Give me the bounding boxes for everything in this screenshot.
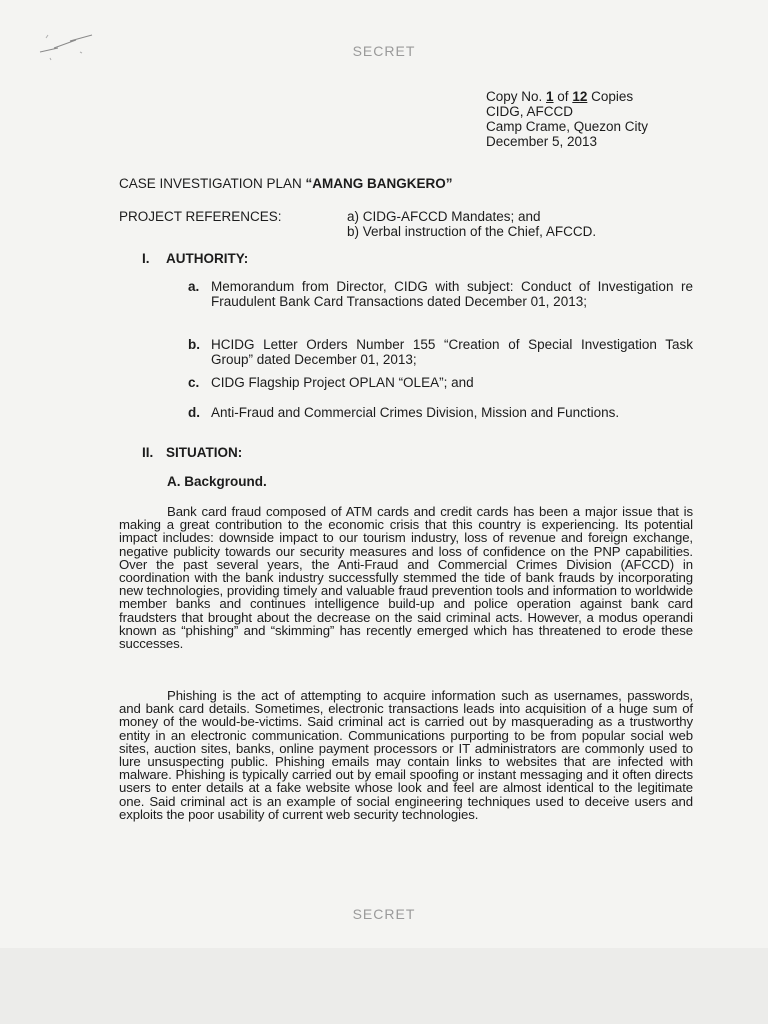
plan-title <box>119 176 453 191</box>
project-references-label: PROJECT REFERENCES: <box>119 209 282 224</box>
list-marker: c. <box>188 375 200 390</box>
copy-of: of <box>553 89 573 104</box>
project-references-list <box>347 209 596 239</box>
authority-text: CIDG Flagship Project OPLAN “OLEA”; and <box>211 375 474 390</box>
authority-item-a <box>188 279 693 309</box>
subsection-heading-background: A. Background. <box>167 474 267 489</box>
plan-title-prefix: CASE INVESTIGATION PLAN <box>119 176 306 191</box>
copy-number: 1 <box>546 89 554 104</box>
authority-item-b <box>188 337 693 367</box>
plan-code-name: “AMANG BANGKERO” <box>305 176 453 191</box>
total-copies: 12 <box>572 89 588 104</box>
issuing-unit: CIDG, AFCCD <box>486 104 574 119</box>
list-marker: b. <box>188 337 200 352</box>
classification-marking-bottom: SECRET <box>352 906 416 922</box>
section-number: II. <box>142 445 154 460</box>
authority-item-c <box>188 375 693 390</box>
copy-prefix: Copy No. <box>486 89 547 104</box>
authority-text: HCIDG Letter Orders Number 155 “Creation of Special Investigation Task Group” dated December 01, 2013; <box>211 337 693 367</box>
section-number: I. <box>142 251 150 266</box>
list-marker: a. <box>188 279 200 294</box>
list-marker: d. <box>188 405 200 420</box>
section-heading-situation <box>142 445 242 460</box>
section-title: SITUATION: <box>166 445 243 460</box>
document-date: December 5, 2013 <box>486 134 598 149</box>
section-title: AUTHORITY: <box>166 251 249 266</box>
project-reference-item: b) Verbal instruction of the Chief, AFCCD. <box>347 224 597 239</box>
background-paragraph: Bank card fraud composed of ATM cards and credit cards has been a major issue that is making a great contribution to the economic crisis that this country is experiencing. Its potential impact includes: downside impact to our tourism industry, loss of revenue and foreign exchange, negative publicity towards our security measures and loss of confidence on the PNP capabilities. Over the past several years, the Anti-Fraud and Commercial Crimes Division (AFCCD) in coordination with the bank industry successfully stemmed the tide of bank frauds by incorporating new technologies, providing timely and valuable fraud prevention tools and information to worldwide member banks and continues intelligence build-up and police operation against bank card fraudsters that brought about the decrease on the said criminal acts. However, a modus operandi known as “phishing” and “skimming” has recently emerged which has threatened to erode these successes. <box>119 504 693 652</box>
scan-bottom-margin <box>0 948 768 1024</box>
section-heading-authority <box>142 251 248 266</box>
authority-text: Memorandum from Director, CIDG with subject: Conduct of Investigation re Fraudulent Bank Card Transactions dated December 01, 2013; <box>211 279 693 309</box>
authority-item-d <box>188 405 693 420</box>
issuing-location: Camp Crame, Quezon City <box>486 119 649 134</box>
copy-info-block <box>486 89 648 149</box>
project-reference-item: a) CIDG-AFCCD Mandates; and <box>347 209 541 224</box>
authority-text: Anti-Fraud and Commercial Crimes Division, Mission and Functions. <box>211 405 620 420</box>
classification-marking-top: SECRET <box>352 43 416 59</box>
background-paragraph: Phishing is the act of attempting to acquire information such as usernames, passwords, and bank card details. Sometimes, electronic transactions leads into acquisition of a huge sum of money of the would-be-victims. Said criminal act is carried out by masquerading as a trustworthy entity in an electronic communication. Communications purporting to be from popular social web sites, auction sites, banks, online payment processors or IT administrators are commonly used to lure unsuspecting public. Phishing emails may contain links to websites that are infected with malware. Phishing is typically carried out by email spoofing or instant messaging and it often directs users to enter details at a fake website whose look and feel are almost identical to the legitimate one. Said criminal act is an example of social engineering techniques used to deceive users and exploits the poor usability of current web security technologies. <box>119 688 693 822</box>
copy-number-line <box>486 89 648 104</box>
copy-suffix: Copies <box>587 89 634 104</box>
